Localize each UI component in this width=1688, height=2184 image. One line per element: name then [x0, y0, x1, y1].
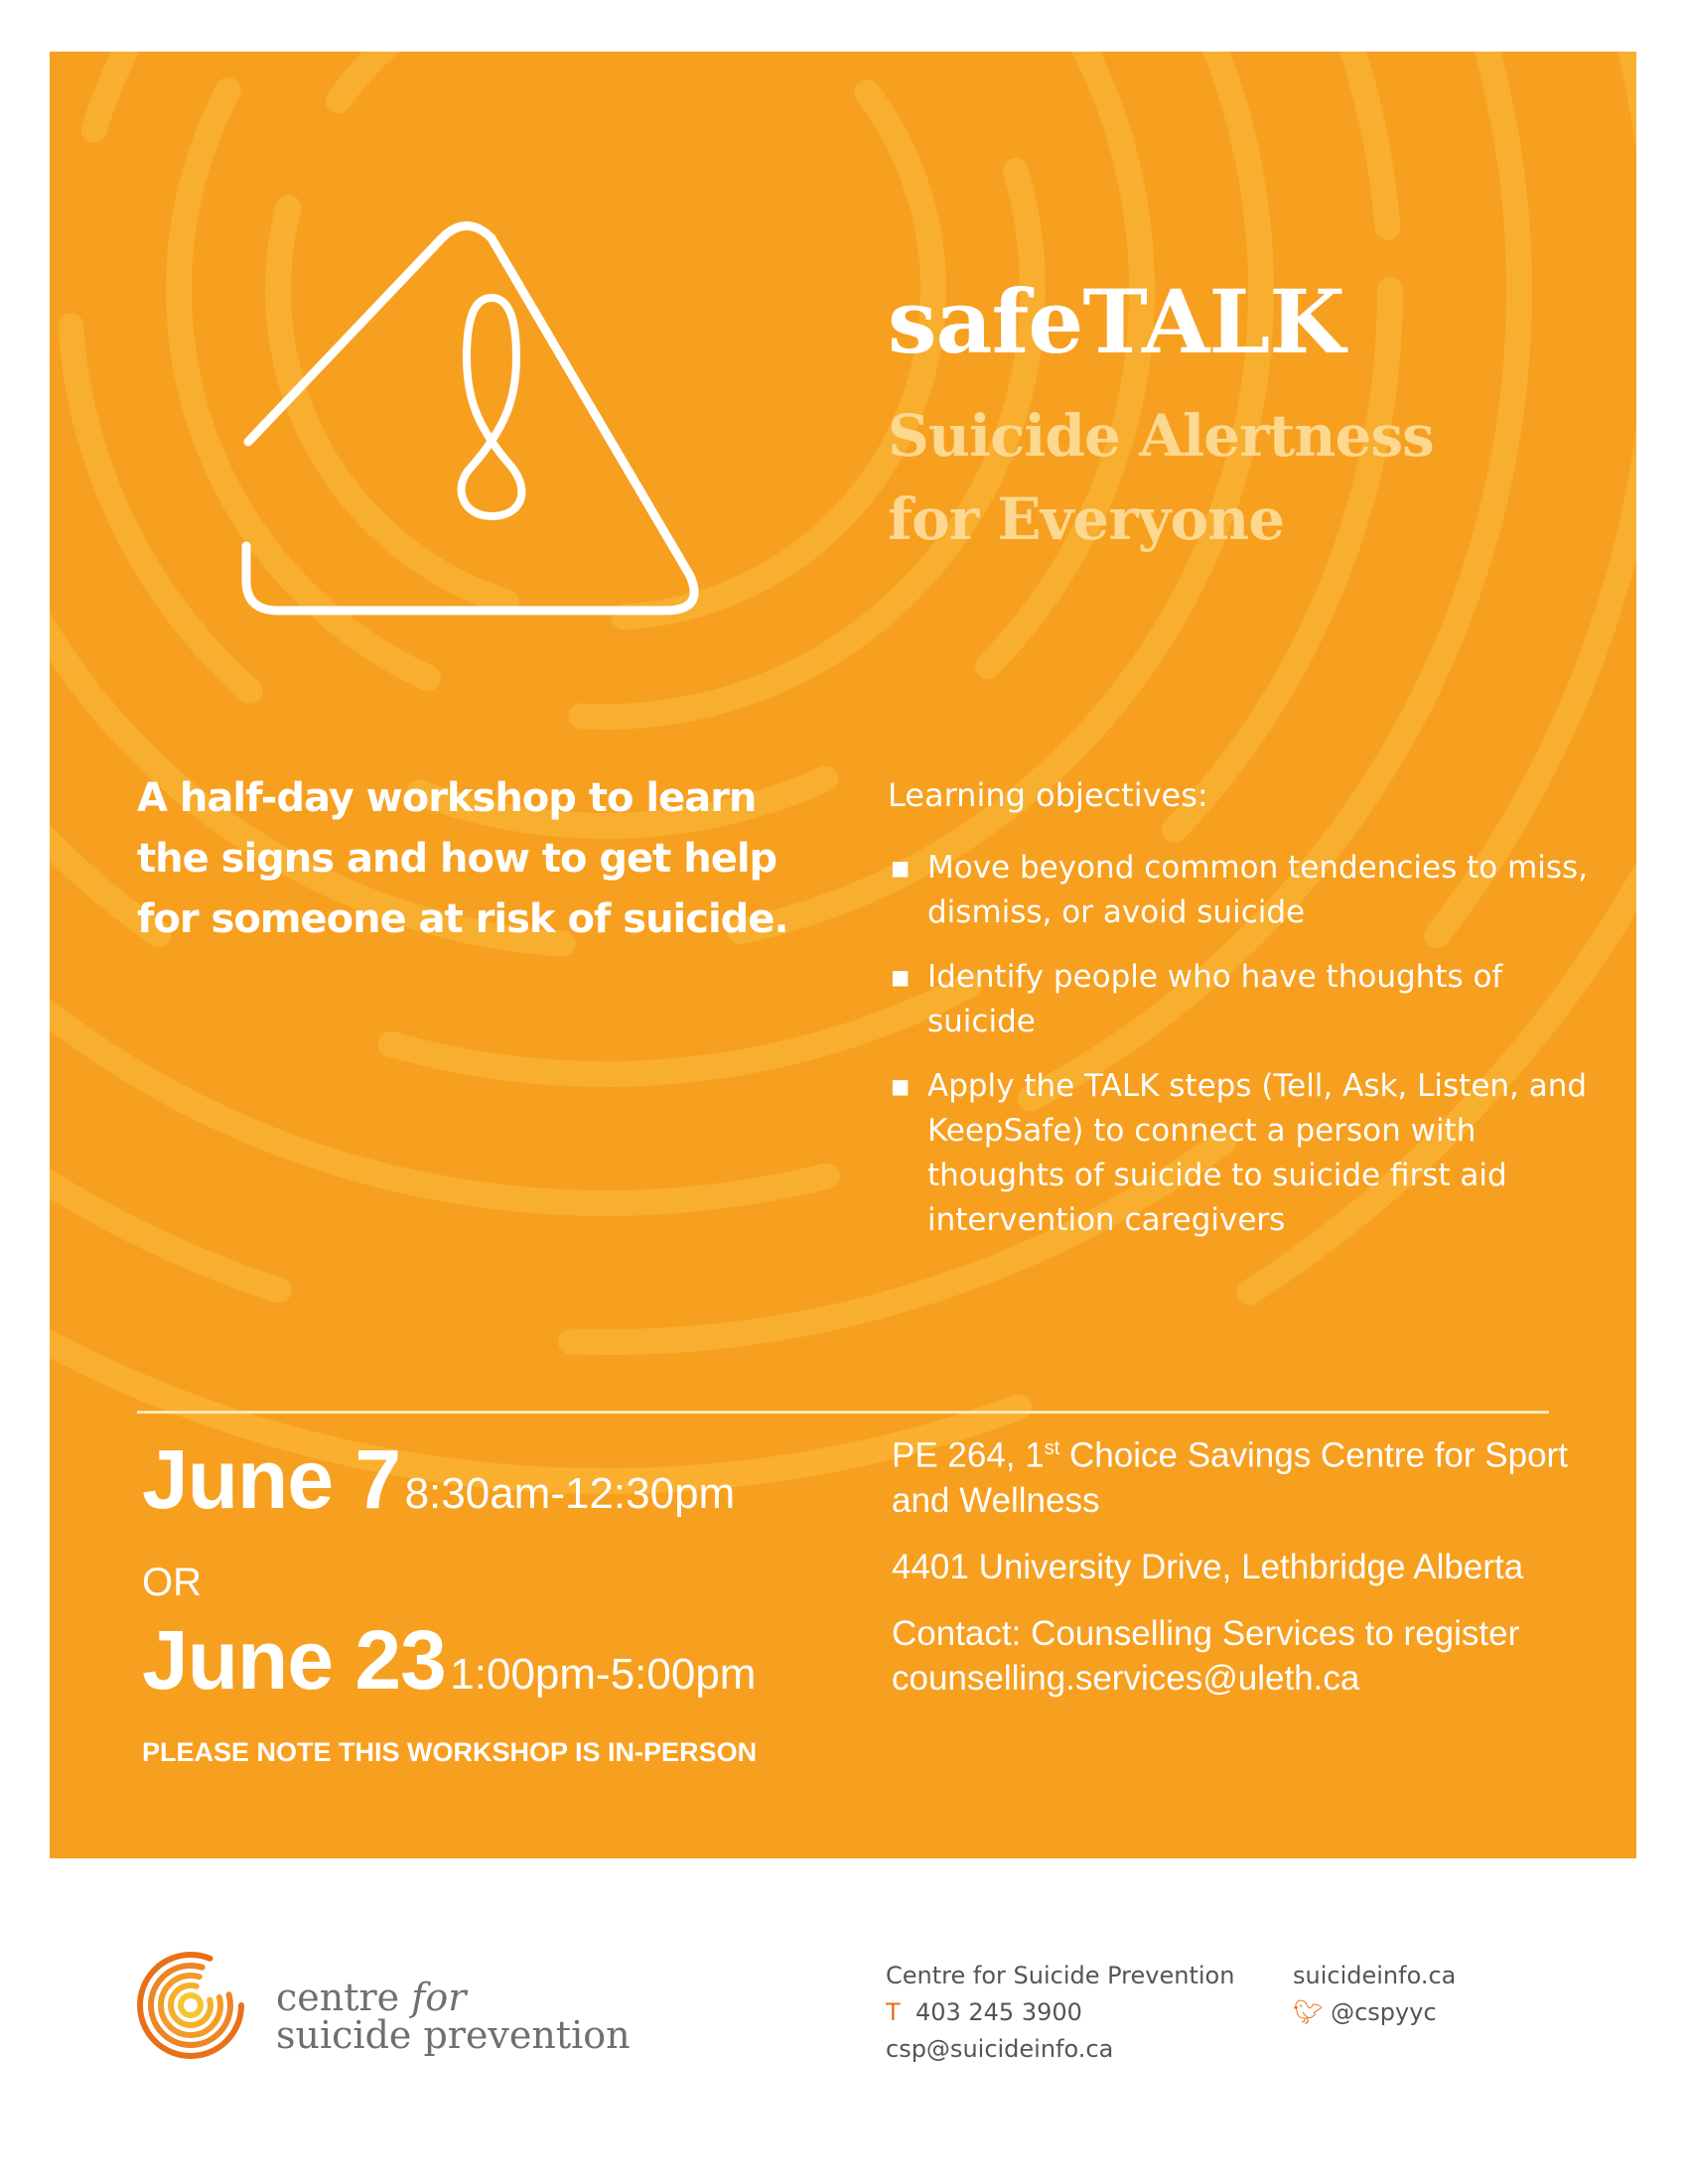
list-item	[888, 846, 1603, 935]
csp-logo-icon	[135, 1948, 250, 2065]
footer-web	[1293, 1958, 1456, 2031]
objectives-heading: Learning objectives:	[888, 776, 1208, 814]
session-time: 8:30am-12:30pm	[404, 1469, 736, 1518]
footer-contact	[886, 1958, 1234, 2068]
room: PE 264, 1st Choice Savings Centre for Sport and Wellness	[892, 1435, 1568, 1520]
bullet-icon: ▪	[890, 850, 912, 886]
or-label: OR	[142, 1561, 202, 1604]
logo-wordmark: centre for suicide prevention	[276, 1976, 631, 2057]
phone: 403 245 3900	[914, 1998, 1082, 2026]
contact-email[interactable]: counselling.services@uleth.ca	[892, 1658, 1360, 1698]
warning-triangle-icon	[238, 218, 715, 625]
twitter-icon: 🐦︎	[1293, 1998, 1324, 2026]
footer-email[interactable]: csp@suicideinfo.ca	[886, 2035, 1114, 2063]
twitter-handle[interactable]: @cspyyc	[1331, 1998, 1437, 2026]
bullet-icon: ▪	[890, 959, 912, 995]
session-date: June 23	[142, 1613, 446, 1706]
objective-text: Move beyond common tendencies to miss, dismiss, or avoid suicide	[927, 850, 1589, 930]
website-link[interactable]: suicideinfo.ca	[1293, 1962, 1457, 1989]
objective-text: Apply the TALK steps (Tell, Ask, Listen, and KeepSafe) to connect a person with thoughts of suicide to suicide first aid intervention caregivers	[927, 1068, 1588, 1238]
contact-text: Contact: Counselling Services to register	[892, 1613, 1520, 1653]
session-2	[142, 1612, 756, 1708]
in-person-note: PLEASE NOTE THIS WORKSHOP IS IN-PERSON	[142, 1737, 758, 1767]
session-date: June 7	[142, 1433, 401, 1526]
subtitle	[888, 394, 1434, 561]
poster-panel	[50, 52, 1636, 1858]
objectives-list	[888, 846, 1603, 1263]
location-info	[892, 1427, 1587, 1722]
phone-label: T	[886, 1998, 901, 2026]
session-time: 1:00pm-5:00pm	[450, 1650, 757, 1699]
divider	[137, 1411, 1549, 1414]
lead-text: A half-day workshop to learn the signs and how to get help for someone at risk of suicide.	[137, 775, 788, 942]
page-title: safeTALK	[888, 270, 1344, 373]
list-item	[888, 955, 1603, 1044]
session-1	[142, 1432, 735, 1528]
objective-text: Identify people who have thoughts of suicide	[927, 959, 1503, 1039]
subtitle-line: Suicide Alertness	[888, 402, 1434, 470]
subtitle-line: for Everyone	[888, 485, 1285, 553]
list-item	[888, 1064, 1603, 1243]
address: 4401 University Drive, Lethbridge Alberta	[892, 1547, 1524, 1586]
org-name: Centre for Suicide Prevention	[886, 1962, 1235, 1989]
bullet-icon: ▪	[890, 1068, 912, 1104]
